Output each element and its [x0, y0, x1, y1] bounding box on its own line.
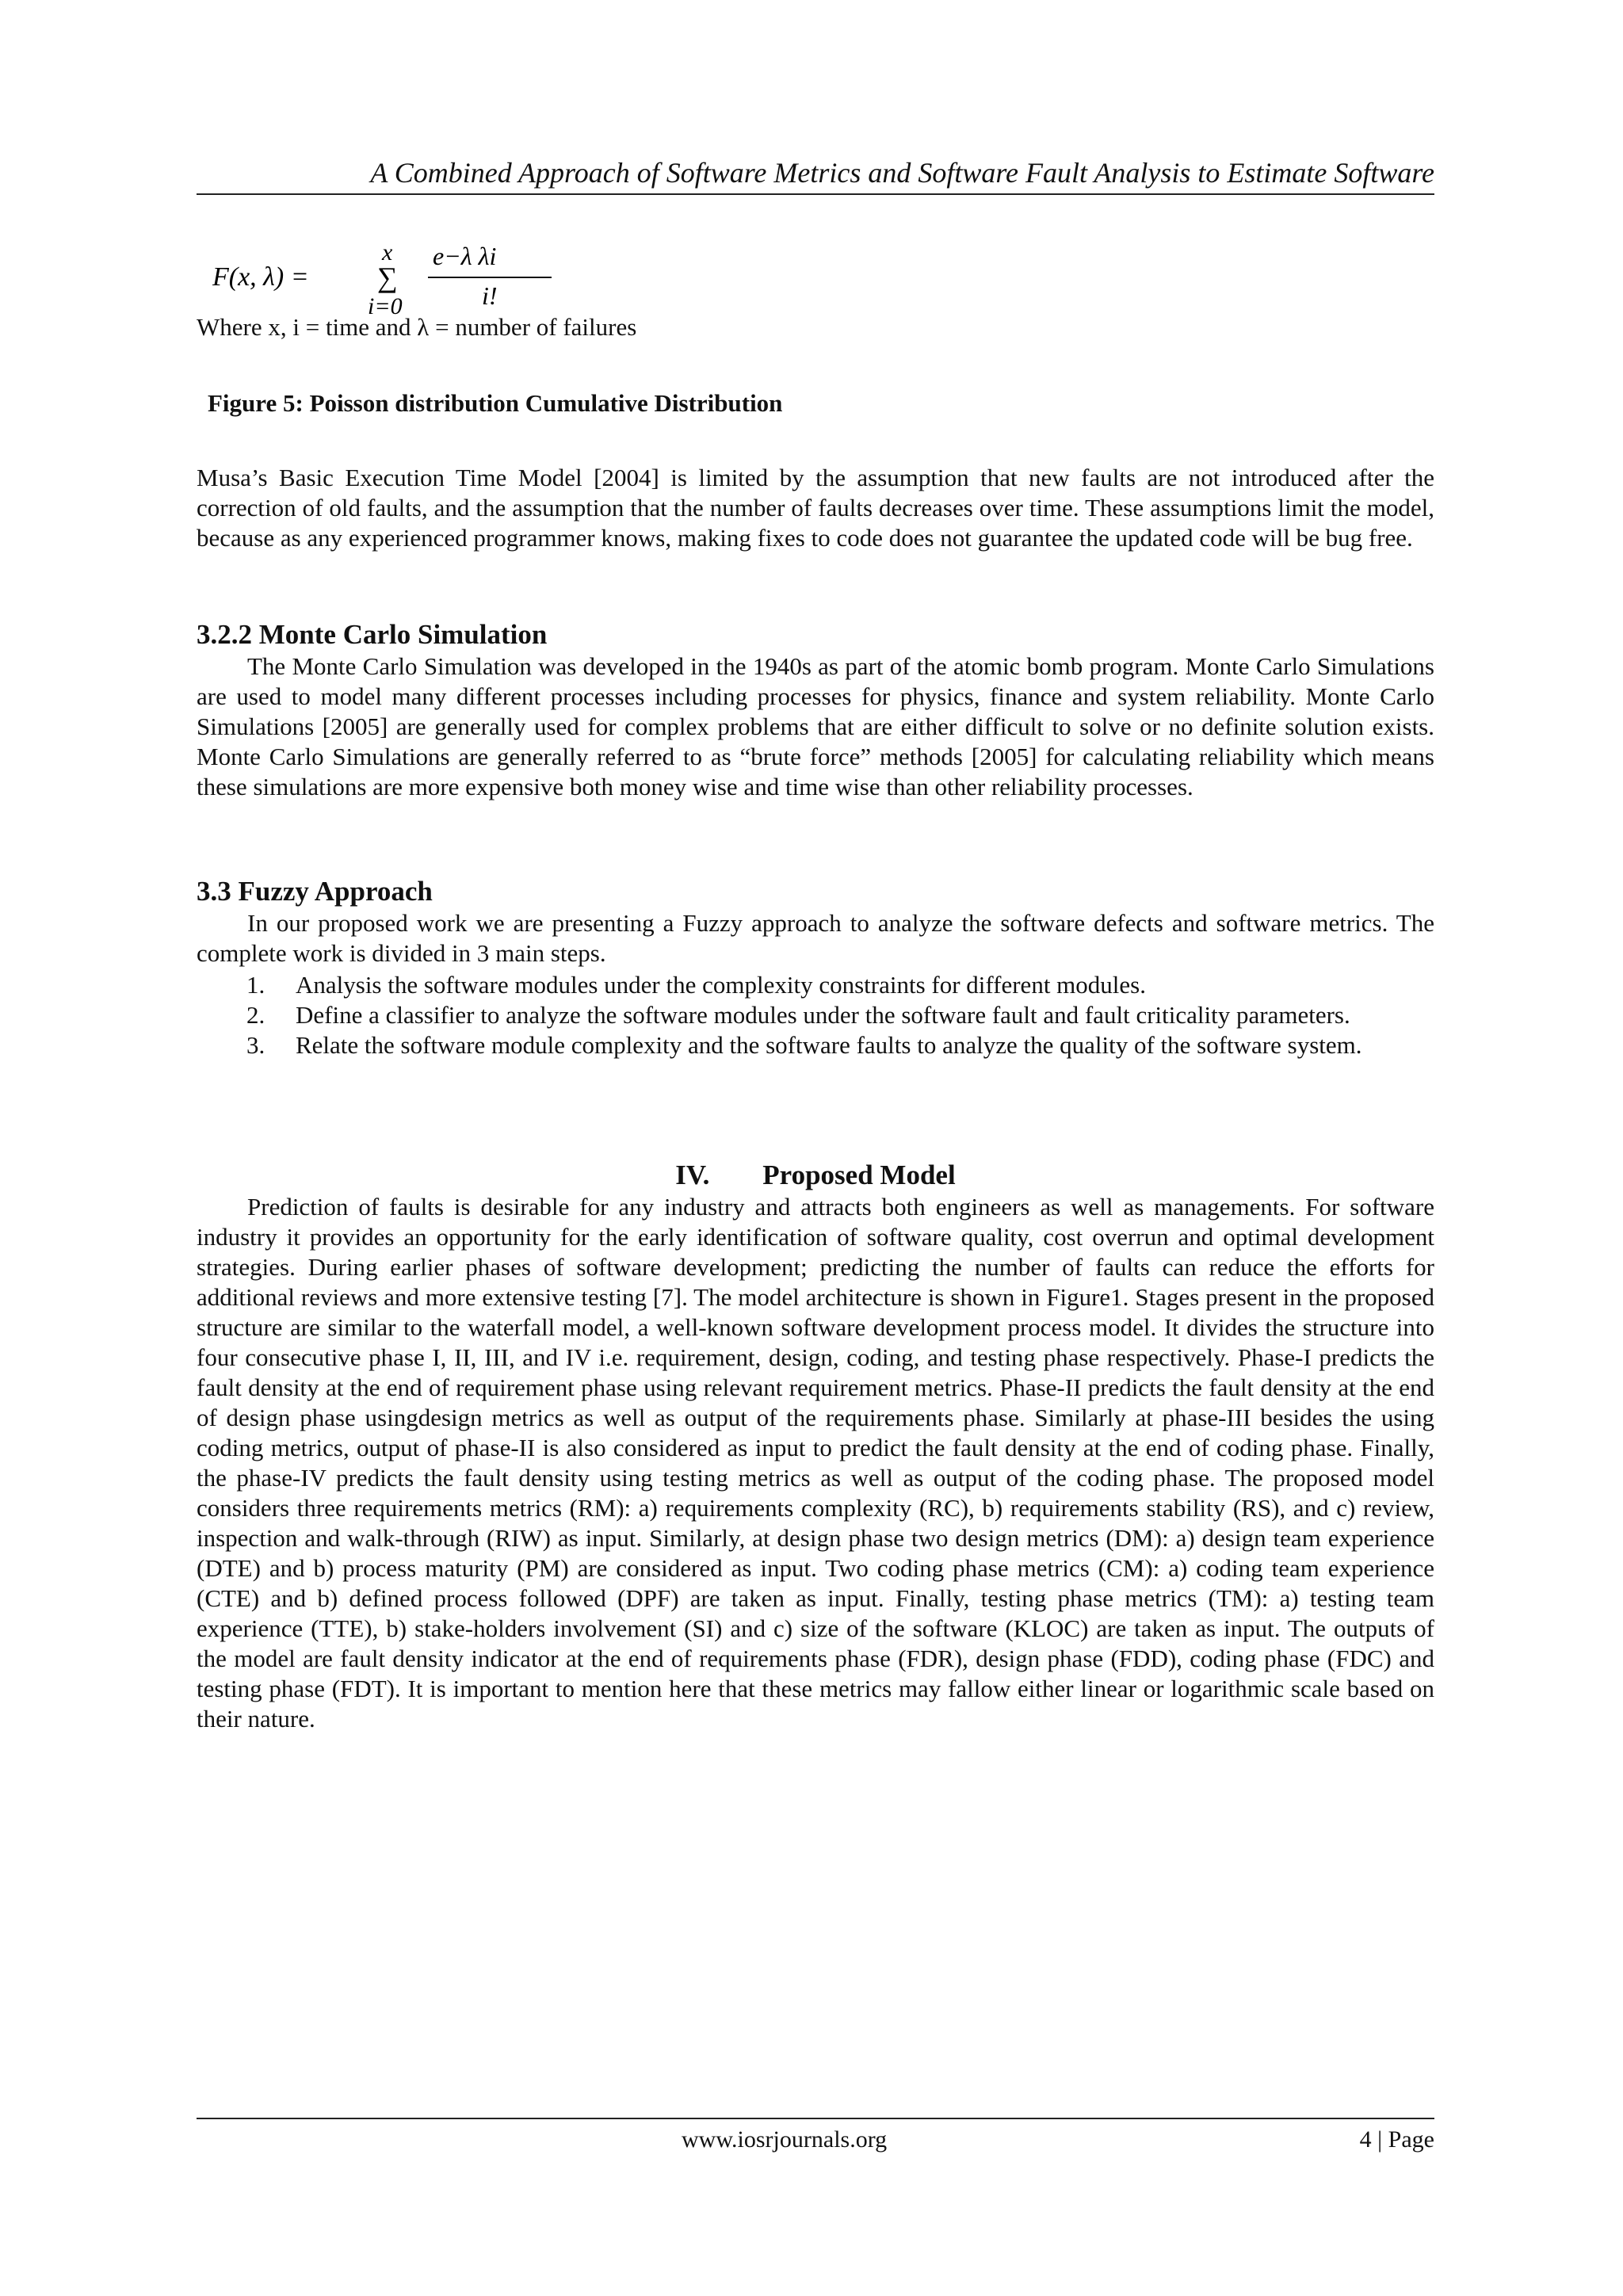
monte-carlo-paragraph: The Monte Carlo Simulation was developed in the 1940s as part of the atomic bomb program. Monte Carlo Simulations are used to model many different processes including processes for physics, finance and system reliability. Monte Carlo Simulations [2005] are generally used for complex problems that are either difficult to solve or no definite solution exists. Monte Carlo Simulations are generally referred to as “brute force” methods [2005] for calculating reliability which means these simulations are more expensive both money wise and time wise than other reliability processes. [197, 652, 1434, 800]
list-item-text: Define a classifier to analyze the software modules under the software fault and fault criticality parameters. [296, 1001, 1350, 1029]
section-heading-fuzzy: 3.3 Fuzzy Approach [197, 876, 433, 907]
formula-sum-symbol: ∑ [377, 262, 398, 293]
formula-note: Where x, i = time and λ = number of failures [197, 313, 637, 341]
fuzzy-steps-list [197, 970, 1434, 1060]
formula-denominator: i! [482, 281, 498, 310]
header-rule [197, 193, 1434, 195]
formula-lhs: F(x, λ) = [212, 262, 309, 292]
footer-rule [197, 2118, 1434, 2119]
list-item-text: Analysis the software modules under the complexity constraints for different modules. [296, 971, 1146, 999]
list-item [197, 970, 1434, 1000]
fuzzy-paragraph: In our proposed work we are presenting a Fuzzy approach to analyze the software defects and software metrics. The complete work is divided in 3 main steps. [197, 909, 1434, 967]
running-header: A Combined Approach of Software Metrics and Software Fault Analysis to Estimate Software [370, 157, 1434, 189]
list-item [197, 1030, 1434, 1060]
formula-sum-upper: x [382, 239, 393, 266]
list-item-number: 3. [246, 1031, 265, 1059]
list-item-text: Relate the software module complexity and the software faults to analyze the quality of the software system. [296, 1031, 1362, 1059]
figure-caption: Figure 5: Poisson distribution Cumulative Distribution [208, 389, 783, 417]
footer-page-number: 4 | Page [1359, 2126, 1434, 2153]
formula-numerator: e−λ λi [433, 242, 497, 270]
footer-url: www.iosrjournals.org [682, 2126, 888, 2153]
proposed-model-paragraph: Prediction of faults is desirable for any industry and attracts both engineers as well as managements. For software industry it provides an opportunity for the early identification of software quality, cost overrun and optimal development strategies. During earlier phases of software development; predicting the number of faults can reduce the efforts for additional reviews and more extensive testing [7]. The model architecture is shown in Figure1. Stages present in the proposed structure are similar to the waterfall model, a well-known software development process model. It divides the structure into four consecutive phase I, II, III, and IV i.e. requirement, design, coding, and testing phase respectively. Phase-I predicts the fault density at the end of requirement phase using relevant requirement metrics. Phase-II predicts the fault density at the end of design phase usingdesign metrics as well as output of the requirements phase. Similarly at phase-III besides the using coding metrics, output of phase-II is also considered as input to predict the fault density at the end of coding phase. Finally, the phase-IV predicts the fault density using testing metrics as well as output of the coding phase. The proposed model considers three requirements metrics (RM): a) requirements complexity (RC), b) requirements stability (RS), and c) review, inspection and walk-through (RIW) as input. Similarly, at design phase two design metrics (DM): a) design team experience (DTE) and b) process maturity (PM) are considered as input. Two coding phase metrics (CM): a) coding team experience (CTE) and b) defined process followed (DPF) are taken as input. Finally, testing phase metrics (TM): a) testing team experience (TTE), b) stake-holders involvement (SI) and c) size of the software (KLOC) are taken as input. The outputs of the model are fault density indicator at the end of requirements phase (FDR), design phase (FDD), coding phase (FDC) and testing phase (FDT). It is important to mention here that these metrics may fallow either linear or logarithmic scale based on their nature. [197, 1193, 1434, 1733]
formula-sum-lower: i=0 [368, 293, 403, 319]
list-item-number: 1. [246, 971, 265, 999]
musa-paragraph: Musa’s Basic Execution Time Model [2004] is limited by the assumption that new faults are not introduced after the correction of old faults, and the assumption that the number of faults decreases over time. These assumptions limit the model, because as any experienced programmer knows, making fixes to code does not guarantee the updated code will be bug free. [197, 464, 1434, 552]
list-item-number: 2. [246, 1001, 265, 1029]
chapter-title: Proposed Model [762, 1159, 956, 1190]
chapter-number: IV. [675, 1159, 710, 1190]
section-heading-monte-carlo: 3.2.2 Monte Carlo Simulation [197, 619, 548, 650]
poisson-cdf-formula [212, 235, 577, 322]
chapter-heading-proposed-model [197, 1159, 1434, 1192]
list-item [197, 1000, 1434, 1030]
